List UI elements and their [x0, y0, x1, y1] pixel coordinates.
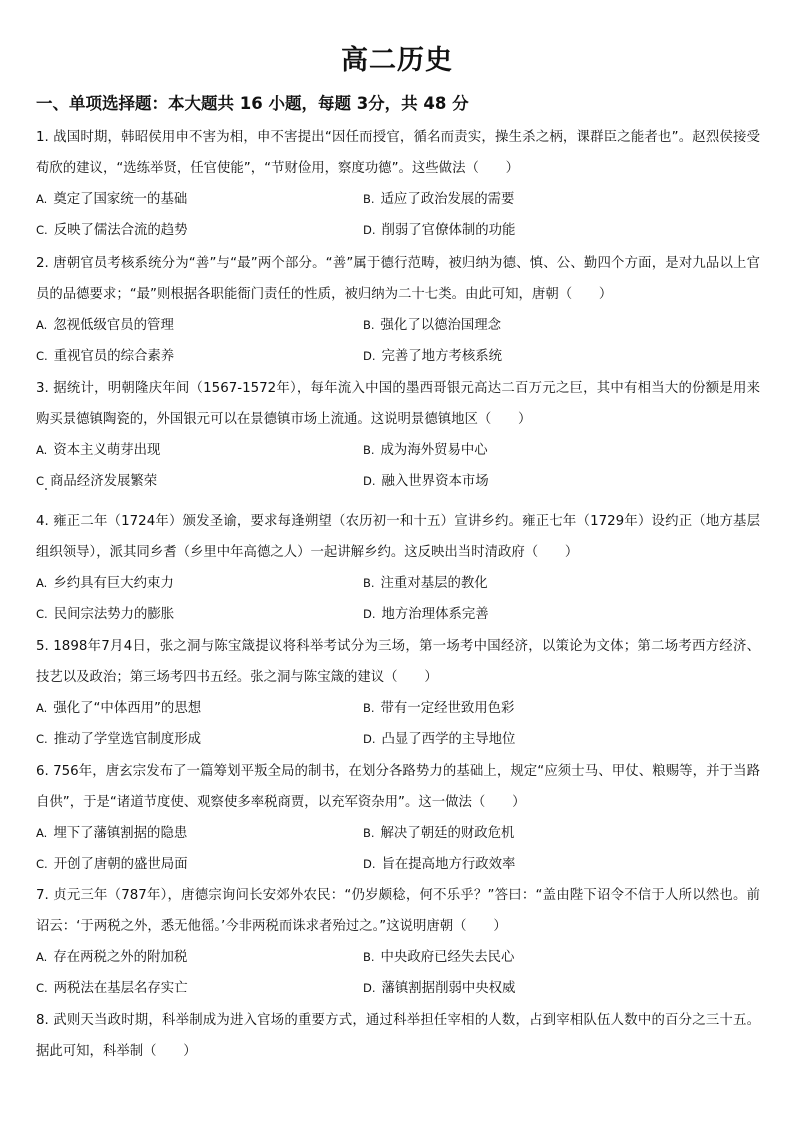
option-d[interactable]: D. 藩镇割据削弱中央权威 [363, 981, 516, 996]
option-a[interactable]: A. 乡约具有巨大约束力 [36, 576, 174, 591]
option-c[interactable]: C. 推动了学堂选官制度形成 [36, 732, 201, 747]
option-d[interactable]: D. 完善了地方考核系统 [363, 349, 503, 364]
options [36, 568, 760, 630]
option-d[interactable]: D. 融入世界资本市场 [363, 474, 489, 489]
question-stem: 2. 唐朝官员考核系统分为“善”与“最”两个部分。“善”属于德行范畴，被归纳为德、慎、公、勤四个方面，是对九品以上官员的品德要求；“最”则根据各职能衙门责任的性质，被归纳为二十七类。由此可知，唐朝（ ） [36, 256, 760, 302]
option-c[interactable]: C. 民间宗法势力的膨胀 [36, 607, 175, 622]
option-a[interactable]: A. 埋下了藩镇割据的隐患 [36, 826, 188, 841]
question-stem: 6. 756年，唐玄宗发布了一篇筹划平叛全局的制书，在划分各路势力的基础上，规定“应须士马、甲仗、粮赐等，并于当路自供”，于是“诸道节度使、观察使多率税商贾，以充军资杂用”。这一做法（ ） [36, 764, 760, 810]
option-b[interactable]: B. 中央政府已经失去民心 [363, 950, 515, 965]
question-5 [36, 631, 760, 755]
option-a[interactable]: A. 强化了“中体西用”的思想 [36, 701, 202, 716]
stray-dot [45, 488, 47, 490]
option-d[interactable]: D. 削弱了官僚体制的功能 [363, 223, 516, 238]
option-a[interactable]: A. 资本主义萌芽出现 [36, 443, 161, 458]
question-stem: 4. 雍正二年（1724年）颁发圣谕，要求每逢朔望（农历初一和十五）宣讲乡约。雍正七年（1729年）设约正（地方基层组织领导），派其同乡耆（乡里中年高德之人）一起讲解乡约。这反映出当时清政府（ ） [36, 514, 760, 560]
options [36, 310, 760, 372]
option-b[interactable]: B. 注重对基层的教化 [363, 576, 488, 591]
question-stem: 3. 据统计，明朝隆庆年间（1567-1572年），每年流入中国的墨西哥银元高达二百万元之巨，其中有相当大的份额是用来购买景德镇陶瓷的，外国银元可以在景德镇市场上流通。这说明景德镇地区（ ） [36, 381, 760, 427]
question-7 [36, 880, 760, 1004]
option-b[interactable]: B. 成为海外贸易中心 [363, 443, 488, 458]
options [36, 693, 760, 755]
question-4 [36, 506, 760, 630]
option-d[interactable]: D. 凸显了西学的主导地位 [363, 732, 516, 747]
question-3 [36, 373, 760, 497]
question-8 [36, 1005, 760, 1067]
option-c[interactable]: C. 开创了唐朝的盛世局面 [36, 857, 188, 872]
option-b[interactable]: B. 强化了以德治国理念 [363, 318, 502, 333]
options [36, 818, 760, 880]
question-2 [36, 248, 760, 372]
page-title: 高二历史 [341, 45, 453, 76]
option-a[interactable]: A. 存在两税之外的附加税 [36, 950, 188, 965]
question-stem: 8. 武则天当政时期，科举制成为进入官场的重要方式，通过科举担任宰相的人数，占到宰相队伍人数中的百分之三十五。据此可知，科举制（ ） [36, 1013, 760, 1059]
question-stem: 5. 1898年7月4日，张之洞与陈宝箴提议将科举考试分为三场，第一场考中国经济，以策论为文体；第二场考西方经济、技艺以及政治；第三场考四书五经。张之洞与陈宝箴的建议（ ） [36, 639, 760, 685]
section-heading: 一、单项选择题：本大题共 16 小题，每题 3分，共 48 分 [36, 94, 469, 113]
question-6 [36, 756, 760, 880]
question-stem: 7. 贞元三年（787年），唐德宗询问长安郊外农民：“仍岁颇稔，何不乐乎？”答曰：“盖由陛下诏令不信于人所以然也。前诏云：‘于两税之外，悉无他徭。’今非两税而诛求者殆过之。”这说明唐朝（ ） [36, 888, 760, 934]
options [36, 184, 760, 246]
option-c[interactable]: C. 反映了儒法合流的趋势 [36, 223, 188, 238]
option-d[interactable]: D. 旨在提高地方行政效率 [363, 857, 516, 872]
option-a[interactable]: A. 奠定了国家统一的基础 [36, 192, 188, 207]
option-b[interactable]: B. 带有一定经世致用色彩 [363, 701, 515, 716]
option-b[interactable]: B. 适应了政治发展的需要 [363, 192, 515, 207]
option-d[interactable]: D. 地方治理体系完善 [363, 607, 489, 622]
question-stem: 1. 战国时期，韩昭侯用申不害为相，申不害提出“因任而授官，循名而责实，操生杀之柄，课群臣之能者也”。赵烈侯接受荀欣的建议，“选练举贤，任官使能”，“节财俭用，察度功德”。这些做法（ ） [36, 130, 760, 176]
option-c[interactable]: C 商品经济发展繁荣 [36, 474, 158, 489]
options [36, 435, 760, 497]
option-c[interactable]: C. 重视官员的综合素养 [36, 349, 175, 364]
question-1 [36, 122, 760, 246]
options [36, 942, 760, 1004]
option-b[interactable]: B. 解决了朝廷的财政危机 [363, 826, 515, 841]
option-c[interactable]: C. 两税法在基层名存实亡 [36, 981, 188, 996]
option-a[interactable]: A. 忽视低级官员的管理 [36, 318, 174, 333]
